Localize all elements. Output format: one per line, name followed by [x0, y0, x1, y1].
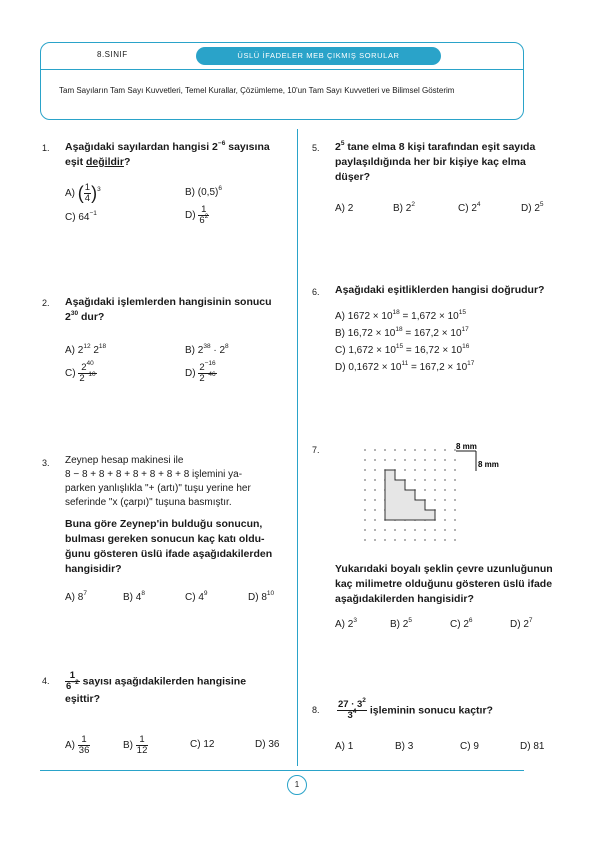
grid-dot — [404, 469, 406, 471]
option-a[interactable]: A) $\frac{1}{36}$ — [65, 734, 90, 756]
option-d[interactable]: D) $2^5$ — [521, 201, 544, 214]
grid-dot — [434, 449, 436, 451]
option-b[interactable]: B) $16,72 \times 10^{18} = 167,2 \times 10^{17}$ — [335, 326, 469, 339]
grid-dot — [394, 529, 396, 531]
option-c[interactable]: C) 9 — [460, 741, 479, 752]
grid-dot — [434, 499, 436, 501]
grid-dot — [364, 479, 366, 481]
option-c[interactable]: C) $2^4$ — [458, 201, 481, 214]
grid-dot — [394, 539, 396, 541]
question-number: 8. — [312, 705, 320, 715]
option-d[interactable]: D) $0,1672 \times 10^{11} = 167,2 \times 10^{17}$ — [335, 360, 475, 373]
grid-dot — [454, 499, 456, 501]
grid-dot — [374, 539, 376, 541]
grid-dot — [404, 449, 406, 451]
grid-dot — [444, 489, 446, 491]
option-c[interactable]: C) $4^9$ — [185, 590, 208, 603]
question-stem: $\frac{1}{6^{-2}}$ sayısı aşağıdakilerden hangisine eşittir? — [65, 670, 247, 705]
header-box — [40, 42, 524, 120]
grid-dot — [414, 539, 416, 541]
grid-dot — [444, 469, 446, 471]
option-c[interactable]: C) 12 — [190, 739, 215, 750]
grid-dot — [444, 479, 446, 481]
grid-dot — [384, 459, 386, 461]
grid-dot — [454, 459, 456, 461]
grid-dot — [374, 459, 376, 461]
grid-dot — [404, 529, 406, 531]
grid-dot — [424, 529, 426, 531]
question-number: 2. — [42, 298, 50, 308]
grid-dot — [434, 529, 436, 531]
grid-dot — [444, 529, 446, 531]
question-stem: Aşağıdaki işlemlerden hangisinin sonucu $2^{30}$ dur? — [65, 296, 272, 323]
option-a[interactable]: A) $2^{12}$ $2^{18}$ — [65, 343, 107, 356]
option-c[interactable]: C) $64^{-1}$ — [65, 210, 97, 223]
grid-dot — [364, 509, 366, 511]
grid-dot — [454, 469, 456, 471]
grid-dot — [374, 489, 376, 491]
grid-dot — [384, 539, 386, 541]
grid-dot — [454, 539, 456, 541]
question-number: 1. — [42, 143, 50, 153]
grid-dot — [444, 539, 446, 541]
option-b[interactable]: B) $4^8$ — [123, 590, 145, 603]
grid-dot — [364, 499, 366, 501]
grid-dot — [424, 469, 426, 471]
question-number: 4. — [42, 676, 50, 686]
grid-dot — [414, 469, 416, 471]
grid-dot — [364, 489, 366, 491]
grid-dot — [454, 509, 456, 511]
option-a[interactable]: A) ( $\frac{1}{4}$ )$^3$ — [65, 182, 101, 204]
option-d[interactable]: D) $\frac{1}{6^2}$ — [185, 204, 209, 226]
grid-dot — [434, 489, 436, 491]
grid-dot — [424, 459, 426, 461]
grid-dot — [374, 509, 376, 511]
question-number: 6. — [312, 287, 320, 297]
dimension-label-horizontal: 8 mm — [456, 442, 477, 451]
option-a[interactable]: A) 1 — [335, 741, 354, 752]
grid-dot — [374, 519, 376, 521]
option-d[interactable]: D) $\frac{2^{-16}}{2^{-46}}$ — [185, 360, 216, 384]
grid-dot — [374, 469, 376, 471]
option-b[interactable]: B) $2^2$ — [393, 201, 415, 214]
grid-dot — [364, 539, 366, 541]
grid-dot — [374, 499, 376, 501]
option-c[interactable]: C) $2^6$ — [450, 617, 473, 630]
question-context: Zeynep hesap makinesi ile 8 − 8 + 8 + 8 + 8 + 8 + 8 + 8 işlemini ya- parken yanlışlıkla "+ (artı)" tuşu yerine her seferinde "x (çarpı)" tuşuna basmıştır. — [65, 455, 251, 508]
grid-dot — [364, 519, 366, 521]
grid-dot — [384, 529, 386, 531]
grid-dot — [444, 459, 446, 461]
option-b[interactable]: B) $(0,5)^6$ — [185, 185, 222, 198]
grid-dot — [434, 539, 436, 541]
shaded-staircase-shape — [385, 470, 435, 520]
option-a[interactable]: A) 2 — [335, 203, 354, 214]
option-c[interactable]: C) $\frac{2^{40}}{2^{-10}}$ — [65, 360, 96, 384]
question-stem: $2^5$ tane elma 8 kişi tarafından eşit sayıda paylaşıldığında her bir kişiye kaç elma düşer? — [335, 140, 536, 183]
footer-rule — [40, 770, 524, 771]
option-a[interactable]: A) $2^3$ — [335, 617, 357, 630]
grid-dot — [454, 479, 456, 481]
question-number: 3. — [42, 458, 50, 468]
option-d[interactable]: D) $2^7$ — [510, 617, 533, 630]
grade-label: 8.SINIF — [97, 50, 128, 59]
grid-dot — [364, 469, 366, 471]
question-number: 5. — [312, 143, 320, 153]
option-b[interactable]: B) $2^5$ — [390, 617, 412, 630]
grid-dot — [424, 449, 426, 451]
grid-dot — [434, 469, 436, 471]
option-b[interactable]: B) 3 — [395, 741, 414, 752]
question-number: 7. — [312, 445, 320, 455]
grid-dot — [434, 479, 436, 481]
grid-dot — [414, 459, 416, 461]
grid-dot — [394, 459, 396, 461]
grid-dot — [424, 539, 426, 541]
grid-dot — [394, 449, 396, 451]
grid-dot — [424, 489, 426, 491]
header-divider — [41, 69, 523, 70]
grid-dot — [424, 479, 426, 481]
grid-dot — [454, 489, 456, 491]
dot-grid-figure — [355, 440, 515, 555]
question-stem: Buna göre Zeynep'in bulduğu sonucun, bulması gereken sonucun kaç katı oldu- ğunu gösteren üslü ifade aşağıdakilerden hangisidir? — [65, 518, 273, 575]
option-d[interactable]: D) $8^{10}$ — [248, 590, 275, 603]
grid-dot — [454, 519, 456, 521]
dimension-label-vertical: 8 mm — [478, 460, 499, 469]
page-number: 1 — [287, 775, 307, 795]
grid-dot — [414, 479, 416, 481]
option-b[interactable]: B) $2^{38} \cdot 2^8$ — [185, 343, 229, 356]
option-b[interactable]: B) $\frac{1}{12}$ — [123, 734, 148, 756]
grid-dot — [434, 459, 436, 461]
question-stem: Aşağıdaki eşitliklerden hangisi doğrudur? — [335, 284, 545, 296]
grid-dot — [444, 519, 446, 521]
option-d[interactable]: D) 36 — [255, 739, 280, 750]
grid-dot — [374, 529, 376, 531]
grid-dot — [384, 449, 386, 451]
question-stem: Yukarıdaki boyalı şeklin çevre uzunluğunun kaç milimetre olduğunu gösteren üslü ifade aşağıdakilerden hangisidir? — [335, 563, 553, 605]
grid-dot — [364, 529, 366, 531]
grid-dot — [404, 539, 406, 541]
question-stem: Aşağıdaki sayılardan hangisi $2^{-6}$ sayısına eşit değildir? — [65, 140, 270, 168]
grid-dot — [404, 459, 406, 461]
grid-dot — [364, 459, 366, 461]
question-stem: $\frac{27 \cdot 3^2}{3^4}$ işleminin sonucu kaçtır? — [338, 697, 493, 721]
grid-dot — [454, 529, 456, 531]
grid-dot — [444, 499, 446, 501]
header-subtitle: Tam Sayıların Tam Sayı Kuvvetleri, Temel Kurallar, Çözümleme, 10'un Tam Sayı Kuvvetleri ve Bilimsel Gösterim — [59, 86, 455, 95]
option-a[interactable]: A) $1672 \times 10^{18} = 1,672 \times 10^{15}$ — [335, 309, 466, 322]
grid-dot — [364, 449, 366, 451]
grid-dot — [444, 449, 446, 451]
option-d[interactable]: D) 81 — [520, 741, 545, 752]
grid-dot — [374, 479, 376, 481]
grid-dot — [414, 449, 416, 451]
column-divider — [297, 129, 298, 766]
option-c[interactable]: C) $1,672 \times 10^{15} = 16,72 \times 10^{16}$ — [335, 343, 470, 356]
grid-dot — [374, 449, 376, 451]
grid-dot — [444, 509, 446, 511]
option-a[interactable]: A) $8^7$ — [65, 590, 87, 603]
grid-dot — [414, 529, 416, 531]
topic-title: ÜSLÜ İFADELER MEB ÇIKMIŞ SORULAR — [196, 47, 441, 65]
